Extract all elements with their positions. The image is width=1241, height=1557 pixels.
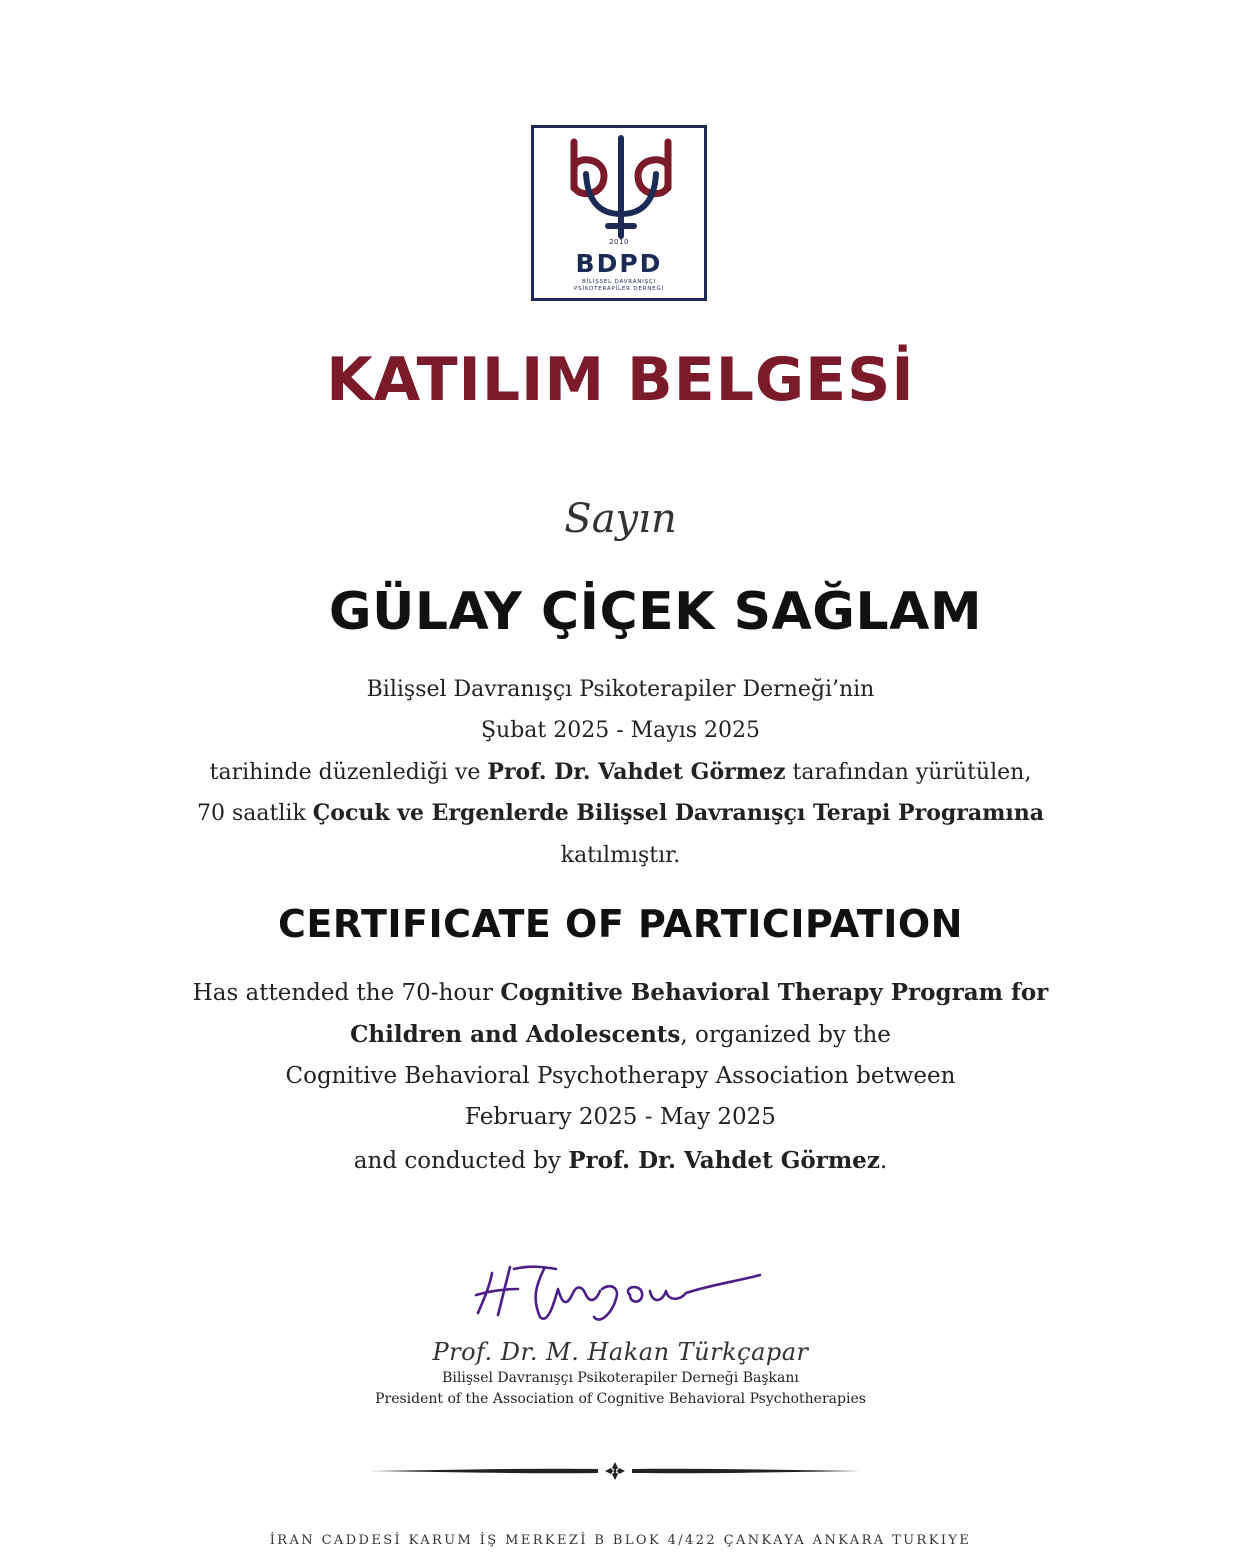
tr-body-line2 [0, 718, 1241, 743]
tr-body-line1 [0, 677, 1241, 702]
tr-line5: katılmıştır. [560, 843, 681, 868]
en-line1-pre: Has attended the 70-hour [192, 980, 501, 1006]
en-body-line2 [0, 1021, 1241, 1048]
recipient-name: GÜLAY ÇİÇEK SAĞLAM [328, 582, 983, 642]
signature-icon [470, 1255, 770, 1325]
en-line2-post: , organized by the [680, 1022, 891, 1048]
tr-program-name: Çocuk ve Ergenlerde Bilişsel Davranışçı Terapi Programına [312, 800, 1044, 826]
en-program-name-part1: Cognitive Behavioral Therapy Program for [500, 979, 1049, 1006]
logo-subtitle-line1: BİLİŞSEL DAVRANIŞÇI [582, 279, 656, 285]
logo-abbreviation: BDPD [575, 249, 663, 278]
en-association: Cognitive Behavioral Psychotherapy Association between [285, 1063, 956, 1089]
certificate-title-tr: KATILIM BELGESİ [326, 345, 915, 415]
en-line5-post: . [879, 1148, 888, 1174]
tr-association: Bilişsel Davranışçı Psikoterapiler Derneği’nin [366, 677, 875, 702]
en-date-range: February 2025 - May 2025 [465, 1104, 776, 1130]
signatory-role-tr: Bilişsel Davranışçı Psikoterapiler Derneği Başkanı [442, 1370, 799, 1386]
tr-date-range: Şubat 2025 - Mayıs 2025 [480, 718, 761, 743]
en-body-line4 [0, 1104, 1241, 1130]
en-program-name-part2: Children and Adolescents [350, 1021, 681, 1048]
ornament-divider-icon [370, 1461, 860, 1481]
tr-line3-pre: tarihinde düzenlediği ve [209, 760, 488, 785]
en-body-line1 [0, 979, 1241, 1006]
signatory-role-en: President of the Association of Cognitive Behavioral Psychotherapies [375, 1391, 866, 1407]
en-instructor: Prof. Dr. Vahdet Görmez [568, 1147, 880, 1174]
tr-body-line4 [0, 800, 1241, 826]
signatory-name: Prof. Dr. M. Hakan Türkçapar [432, 1338, 809, 1366]
tr-body-line3 [0, 759, 1241, 785]
footer-address: İRAN CADDESİ KARUM İŞ MERKEZİ B BLOK 4/422 ÇANKAYA ANKARA TURKIYE [269, 1533, 972, 1548]
en-line5-pre: and conducted by [353, 1148, 569, 1174]
tr-line3-post: tarafından yürütülen, [785, 760, 1032, 785]
association-logo [531, 125, 707, 301]
tr-instructor: Prof. Dr. Vahdet Görmez [487, 759, 786, 785]
en-body-line3 [0, 1063, 1241, 1089]
logo-subtitle-line2: PSİKOTERAPİLER DERNEĞİ [574, 286, 664, 292]
salutation: Sayın [564, 496, 677, 542]
logo-year: 2010 [609, 238, 629, 246]
en-body-line5 [0, 1147, 1241, 1174]
tr-body-line5 [0, 843, 1241, 868]
tr-line4-pre: 70 saatlik [197, 801, 313, 826]
certificate-title-en: CERTIFICATE OF PARTICIPATION [278, 902, 963, 946]
